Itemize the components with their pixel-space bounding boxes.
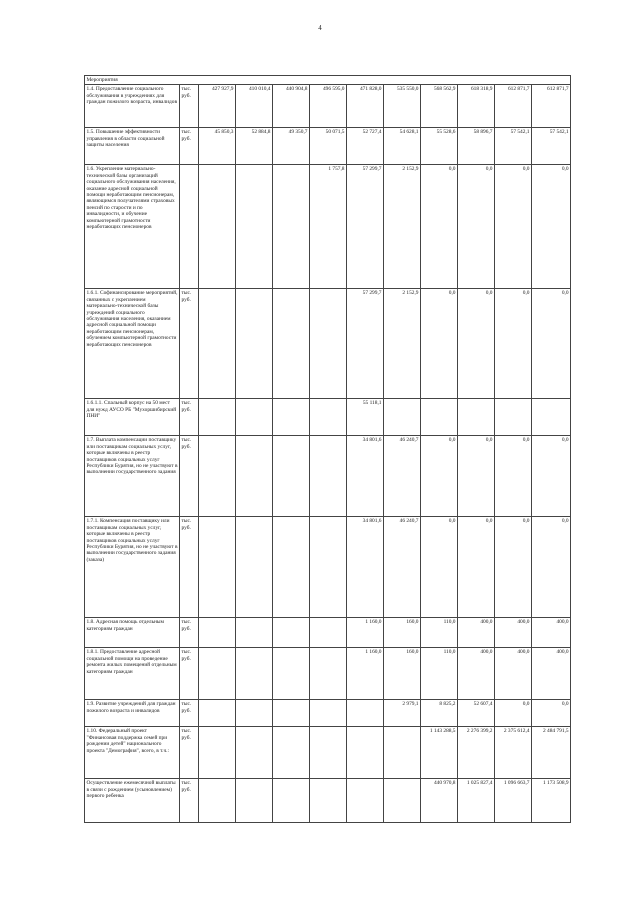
value-cell: 110,0 bbox=[421, 648, 458, 700]
value-cell: 471 828,0 bbox=[347, 85, 384, 128]
value-cell: 57 299,7 bbox=[347, 165, 384, 289]
table-header-row bbox=[85, 76, 571, 85]
table-row bbox=[85, 648, 571, 700]
value-cell: 0,0 bbox=[495, 517, 532, 618]
value-cell: 1 025 827,4 bbox=[458, 779, 495, 823]
table-row bbox=[85, 165, 571, 289]
value-cell: 440 904,8 bbox=[273, 85, 310, 128]
table-row bbox=[85, 618, 571, 648]
value-cell: 52 727,4 bbox=[347, 128, 384, 165]
value-cell bbox=[347, 700, 384, 727]
table-row bbox=[85, 779, 571, 823]
value-cell: 34 801,6 bbox=[347, 436, 384, 517]
value-cell bbox=[310, 517, 347, 618]
value-cell: 57 542,1 bbox=[532, 128, 571, 165]
table-row bbox=[85, 517, 571, 618]
value-cell bbox=[384, 779, 421, 823]
measure-name-cell: 1.5. Повышение эффективности управления в области социальной защиты населения bbox=[85, 128, 180, 165]
value-cell bbox=[236, 289, 273, 399]
measure-name-cell: 1.7. Выплата компенсации поставщику или поставщикам социальных услуг, которые включены в реестр поставщиков социальных услуг Республики Бурятия, но не участвуют в выполнении государственного задания bbox=[85, 436, 180, 517]
value-cell bbox=[273, 436, 310, 517]
value-cell bbox=[273, 700, 310, 727]
value-cell bbox=[273, 618, 310, 648]
value-cell: 2 484 791,5 bbox=[532, 727, 571, 779]
value-cell: 0,0 bbox=[532, 289, 571, 399]
value-cell: 0,0 bbox=[458, 436, 495, 517]
value-cell: 45 850,3 bbox=[199, 128, 236, 165]
value-cell: 1 160,0 bbox=[347, 648, 384, 700]
value-cell: 52 607,4 bbox=[458, 700, 495, 727]
measure-name-cell: 1.4. Предоставление социального обслуживания в учреждениях для граждан пожилого возраста, инвалидов bbox=[85, 85, 180, 128]
value-cell bbox=[347, 727, 384, 779]
value-cell: 400,0 bbox=[495, 648, 532, 700]
value-cell: 0,0 bbox=[495, 289, 532, 399]
value-cell bbox=[236, 700, 273, 727]
value-cell bbox=[310, 700, 347, 727]
table-row bbox=[85, 727, 571, 779]
value-cell bbox=[199, 727, 236, 779]
value-cell bbox=[310, 648, 347, 700]
table-row bbox=[85, 85, 571, 128]
value-cell bbox=[236, 517, 273, 618]
measure-name-cell: 1.7.1. Компенсация поставщику или поставщикам социальных услуг, которые включены в реестр поставщиков социальных услуг Республики Бурятия, но не участвуют в выполнении государственного задания (заказа) bbox=[85, 517, 180, 618]
value-cell: 57 299,7 bbox=[347, 289, 384, 399]
value-cell: 1 173 508,9 bbox=[532, 779, 571, 823]
value-cell: 0,0 bbox=[495, 436, 532, 517]
unit-cell: тыс. руб. bbox=[180, 517, 199, 618]
page-number: 4 bbox=[318, 24, 322, 32]
value-cell bbox=[273, 727, 310, 779]
value-cell: 2 152,9 bbox=[384, 165, 421, 289]
table-row bbox=[85, 399, 571, 436]
value-cell: 1 143 288,5 bbox=[421, 727, 458, 779]
unit-cell: тыс. руб. bbox=[180, 128, 199, 165]
value-cell: 440 970,8 bbox=[421, 779, 458, 823]
value-cell bbox=[310, 618, 347, 648]
measure-name-cell: 1.8.1. Предоставление адресной социальной помощи на проведение ремонта жилых помещений отдельным категориям граждан bbox=[85, 648, 180, 700]
value-cell: 0,0 bbox=[421, 165, 458, 289]
value-cell bbox=[384, 399, 421, 436]
value-cell: 55 528,6 bbox=[421, 128, 458, 165]
value-cell: 1 757,8 bbox=[310, 165, 347, 289]
value-cell: 46 240,7 bbox=[384, 517, 421, 618]
value-cell bbox=[199, 165, 236, 289]
unit-cell: тыс. руб. bbox=[180, 727, 199, 779]
unit-cell: тыс. руб. bbox=[180, 85, 199, 128]
value-cell bbox=[310, 779, 347, 823]
value-cell: 58 896,7 bbox=[458, 128, 495, 165]
measure-name-cell: Осуществление ежемесячной выплаты в связи с рождением (усыновлением) первого ребенка bbox=[85, 779, 180, 823]
program-measures-table bbox=[84, 75, 571, 823]
value-cell: 0,0 bbox=[532, 517, 571, 618]
value-cell bbox=[199, 618, 236, 648]
value-cell: 568 562,9 bbox=[421, 85, 458, 128]
value-cell bbox=[236, 399, 273, 436]
value-cell: 160,0 bbox=[384, 648, 421, 700]
value-cell bbox=[273, 517, 310, 618]
value-cell: 46 240,7 bbox=[384, 436, 421, 517]
value-cell: 400,0 bbox=[495, 618, 532, 648]
value-cell: 0,0 bbox=[458, 289, 495, 399]
table-row bbox=[85, 436, 571, 517]
value-cell bbox=[532, 399, 571, 436]
value-cell bbox=[236, 779, 273, 823]
value-cell bbox=[199, 700, 236, 727]
value-cell bbox=[199, 779, 236, 823]
measure-name-cell: 1.9. Развитие учреждений для граждан пожилого возраста и инвалидов bbox=[85, 700, 180, 727]
table-row bbox=[85, 700, 571, 727]
unit-cell: тыс. руб. bbox=[180, 700, 199, 727]
value-cell bbox=[273, 779, 310, 823]
table-row bbox=[85, 128, 571, 165]
value-cell: 0,0 bbox=[495, 165, 532, 289]
value-cell: 0,0 bbox=[421, 289, 458, 399]
value-cell: 55 118,1 bbox=[347, 399, 384, 436]
value-cell: 0,0 bbox=[532, 436, 571, 517]
value-cell bbox=[273, 165, 310, 289]
value-cell: 612 871,7 bbox=[532, 85, 571, 128]
unit-cell: тыс. руб. bbox=[180, 399, 199, 436]
table-row bbox=[85, 289, 571, 399]
value-cell: 110,0 bbox=[421, 618, 458, 648]
value-cell bbox=[199, 436, 236, 517]
value-cell bbox=[310, 727, 347, 779]
value-cell: 57 542,1 bbox=[495, 128, 532, 165]
value-cell bbox=[273, 648, 310, 700]
value-cell: 0,0 bbox=[532, 165, 571, 289]
value-cell bbox=[495, 399, 532, 436]
value-cell: 52 884,8 bbox=[236, 128, 273, 165]
value-cell: 54 628,1 bbox=[384, 128, 421, 165]
value-cell bbox=[458, 399, 495, 436]
value-cell: 400,0 bbox=[532, 618, 571, 648]
value-cell: 0,0 bbox=[458, 517, 495, 618]
value-cell: 1 096 663,7 bbox=[495, 779, 532, 823]
unit-cell: тыс. руб. bbox=[180, 779, 199, 823]
measure-name-cell: 1.6.1. Софинансирование мероприятий, связанных с укреплением материально-технической базы учреждений социального обслуживания населения, оказанием адресной социальной помощи неработающим пенсионерам, обучением компьютерной грамотности неработающих пенсионеров bbox=[85, 289, 180, 399]
value-cell bbox=[310, 289, 347, 399]
value-cell bbox=[199, 517, 236, 618]
value-cell bbox=[236, 727, 273, 779]
value-cell: 400,0 bbox=[532, 648, 571, 700]
value-cell bbox=[421, 399, 458, 436]
value-cell: 0,0 bbox=[458, 165, 495, 289]
value-cell: 496 595,0 bbox=[310, 85, 347, 128]
value-cell: 2 152,9 bbox=[384, 289, 421, 399]
unit-cell: тыс. руб. bbox=[180, 289, 199, 399]
unit-cell bbox=[180, 165, 199, 289]
value-cell: 0,0 bbox=[421, 517, 458, 618]
value-cell: 427 927,9 bbox=[199, 85, 236, 128]
value-cell: 0,0 bbox=[495, 700, 532, 727]
measure-name-cell: 1.10. Федеральный проект "Финансовая поддержка семей при рождении детей" национального проекта "Демография", всего, в т.ч.: bbox=[85, 727, 180, 779]
value-cell bbox=[310, 399, 347, 436]
value-cell: 50 071,5 bbox=[310, 128, 347, 165]
value-cell: 0,0 bbox=[532, 700, 571, 727]
value-cell: 618 318,9 bbox=[458, 85, 495, 128]
value-cell bbox=[199, 648, 236, 700]
value-cell bbox=[236, 436, 273, 517]
value-cell bbox=[199, 289, 236, 399]
value-cell bbox=[199, 399, 236, 436]
value-cell bbox=[384, 727, 421, 779]
value-cell: 160,0 bbox=[384, 618, 421, 648]
unit-cell: тыс. руб. bbox=[180, 618, 199, 648]
header-cell-measures: Мероприятия bbox=[85, 76, 571, 85]
value-cell: 410 010,4 bbox=[236, 85, 273, 128]
value-cell: 0,0 bbox=[421, 436, 458, 517]
unit-cell: тыс. руб. bbox=[180, 436, 199, 517]
value-cell: 2 375 612,4 bbox=[495, 727, 532, 779]
measure-name-cell: 1.6.1.1. Спальный корпус на 50 мест для нужд АУСО РБ "Мухоршибирский ПНИ" bbox=[85, 399, 180, 436]
unit-cell: тыс. руб. bbox=[180, 648, 199, 700]
value-cell: 612 871,7 bbox=[495, 85, 532, 128]
value-cell: 34 801,6 bbox=[347, 517, 384, 618]
value-cell: 400,0 bbox=[458, 648, 495, 700]
value-cell bbox=[347, 779, 384, 823]
value-cell bbox=[236, 648, 273, 700]
value-cell bbox=[236, 165, 273, 289]
value-cell bbox=[273, 399, 310, 436]
value-cell: 2 276 399,2 bbox=[458, 727, 495, 779]
value-cell bbox=[236, 618, 273, 648]
value-cell: 535 550,0 bbox=[384, 85, 421, 128]
measure-name-cell: 1.8. Адресная помощь отдельным категориям граждан bbox=[85, 618, 180, 648]
value-cell: 8 825,2 bbox=[421, 700, 458, 727]
value-cell: 1 160,0 bbox=[347, 618, 384, 648]
value-cell: 49 350,7 bbox=[273, 128, 310, 165]
value-cell bbox=[273, 289, 310, 399]
value-cell: 400,0 bbox=[458, 618, 495, 648]
measure-name-cell: 1.6. Укрепление материально-технической базы организаций социального обслуживания населения, оказание адресной социальной помощи неработающим пенсионерам, являющимся получателями страховых пенсий по старости и по инвалидности, и обучение компьютерной грамотности неработающих пенсионеров bbox=[85, 165, 180, 289]
value-cell bbox=[310, 436, 347, 517]
value-cell: 2 979,1 bbox=[384, 700, 421, 727]
